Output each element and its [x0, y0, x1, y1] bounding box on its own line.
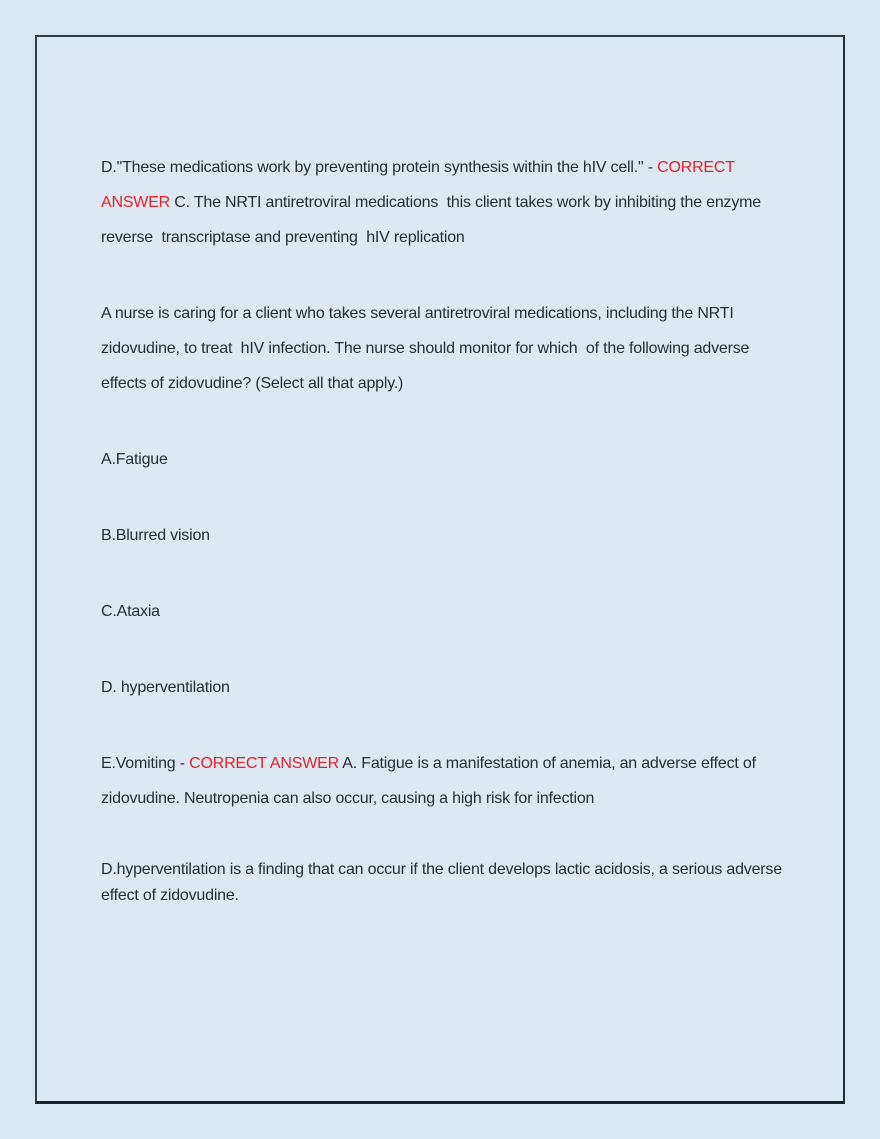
question-2-rationale-d: [101, 857, 793, 908]
text-run: C.Ataxia: [101, 603, 160, 620]
question-1-option-d-with-answer: [101, 150, 793, 255]
text-run: D. hyperventilation: [101, 679, 230, 696]
question-2-option-a: [101, 442, 793, 477]
document-body: [101, 150, 793, 949]
question-2-option-c: [101, 594, 793, 629]
question-2-option-b: [101, 518, 793, 553]
text-run: D."These medications work by preventing protein synthesis within the hIV cell." -: [101, 159, 658, 176]
question-2-option-e-with-answer: [101, 746, 793, 816]
text-run: A nurse is caring for a client who takes several antiretroviral medications, including the NRTI zidovudine, to treat hIV infection. The nurse should monitor for which of the following adverse effects of zidovudine? (Select all that apply.): [101, 305, 754, 392]
text-run: A. Fatigue is a manifestation of anemia, an adverse effect of zidovudine. Neutropenia can also occur, causing a high risk for infection: [101, 755, 765, 807]
question-2-stem: [101, 296, 793, 401]
text-run: D.hyperventilation is a finding that can occur if the client develops lactic acidosis, a serious adverse effect of zidovudine.: [101, 861, 787, 904]
text-run: C. The NRTI antiretroviral medications this client takes work by inhibiting the enzyme reverse transcriptase and preventing hIV replication: [101, 194, 766, 246]
text-run: E.Vomiting -: [101, 755, 190, 772]
correct-answer-label: CORRECT ANSWER: [101, 159, 738, 211]
text-run: A.Fatigue: [101, 451, 168, 468]
document-frame: [35, 35, 845, 1104]
correct-answer-label: CORRECT ANSWER: [189, 755, 339, 772]
text-run: B.Blurred vision: [101, 527, 210, 544]
question-2-option-d: [101, 670, 793, 705]
